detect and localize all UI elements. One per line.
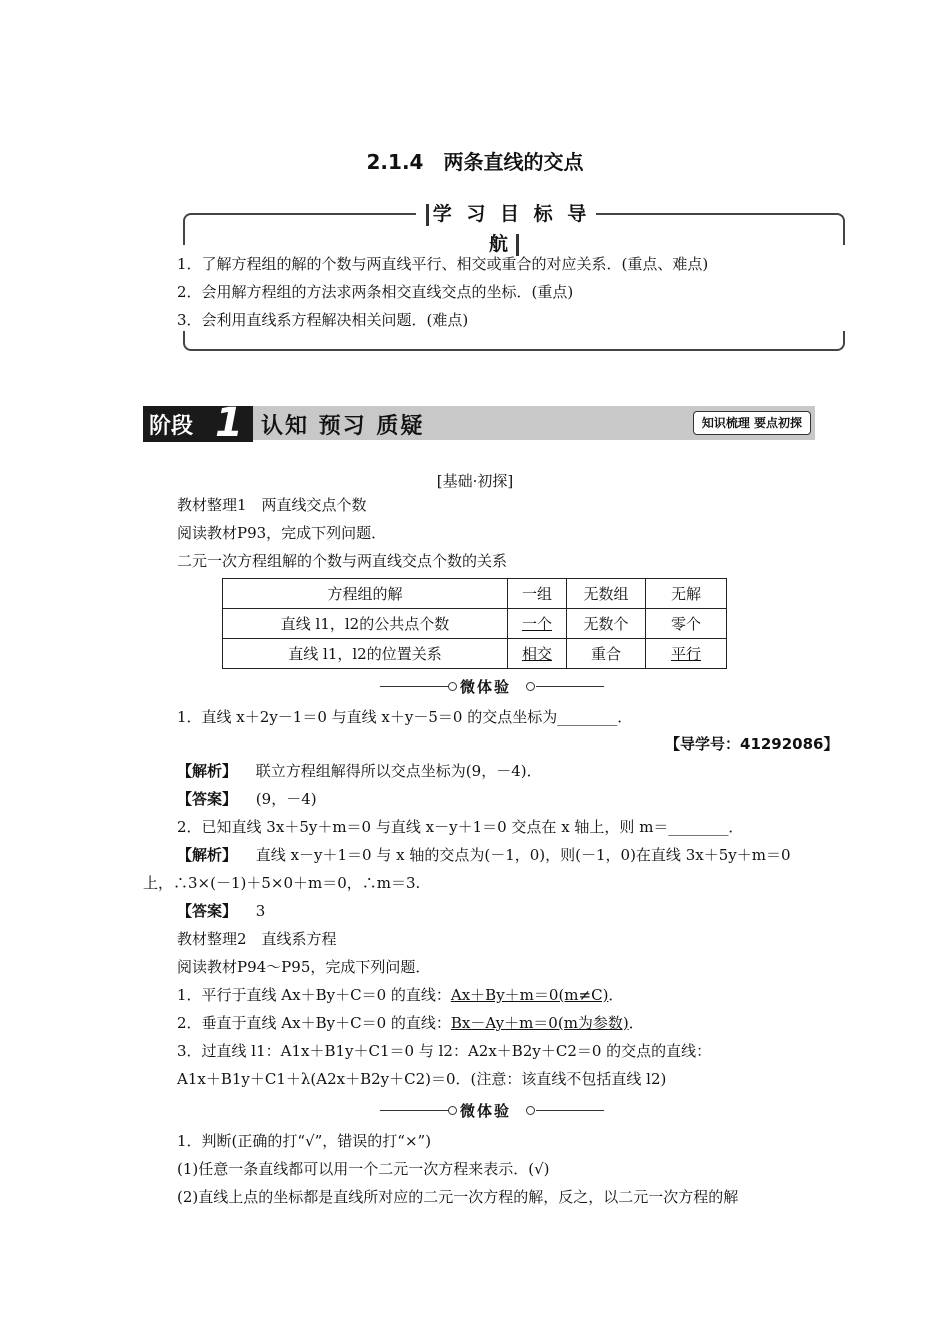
heading-bar-left: [426, 204, 429, 226]
table-cell: 方程组的解: [223, 579, 508, 609]
table-cell: 一组: [508, 579, 567, 609]
table-cell: 一个: [508, 609, 567, 639]
judge-title: 1．判断(正确的打“√”，错误的打“×”): [177, 1132, 432, 1150]
table-row: [223, 609, 727, 639]
relation-table: [222, 578, 727, 669]
material2-item-2: 2．垂直于直线 Ax＋By＋C＝0 的直线：: [177, 1014, 451, 1032]
section-basic: [基础·初探]: [436, 472, 514, 490]
answer-label: 【答案】: [177, 902, 238, 920]
objective-item-2: 2．会用解方程组的方法求两条相交直线交点的坐标．(重点): [177, 283, 574, 301]
objective-item-1: 1．了解方程组的解的个数与两直线平行、相交或重合的对应关系．(重点、难点): [177, 255, 709, 273]
table-cell: 无数个: [567, 609, 646, 639]
material2-heading: 教材整理2 直线系方程: [177, 930, 337, 948]
analysis-text: 直线 x－y＋1＝0 与 x 轴的交点为(－1，0)，则(－1，0)在直线 3x＋5y＋m＝0: [255, 846, 791, 864]
table-cell: 零个: [646, 609, 727, 639]
stage-label: 阶段: [149, 414, 194, 439]
table-cell: 无数组: [567, 579, 646, 609]
material2-item-1-answer: Ax＋By＋m＝0(m≠C): [450, 986, 609, 1004]
objectives-heading: [416, 199, 596, 255]
micro-dot-left: [448, 682, 457, 691]
stage-number: 1: [215, 400, 243, 446]
micro-heading: [380, 1100, 604, 1122]
micro-line-left: [380, 686, 450, 687]
objective-item-3: 3．会利用直线系方程解决相关问题．(难点): [177, 311, 469, 329]
answer-label: 【答案】: [177, 790, 238, 808]
objectives-box-bottom: [183, 331, 845, 351]
micro-dot-left: [448, 1106, 457, 1115]
page-title: 2.1.4 两条直线的交点: [366, 150, 584, 174]
micro-line-right: [536, 1110, 604, 1111]
table-cell: 相交: [508, 639, 567, 669]
micro-line-left: [380, 1110, 450, 1111]
stage-banner: [143, 400, 815, 446]
analysis-text: 联立方程组解得所以交点坐标为(9，－4)．: [255, 762, 542, 780]
material2-item-3: 3．过直线 l1：A1x＋B1y＋C1＝0 与 l2：A2x＋B2y＋C2＝0 的交点的直线：: [177, 1042, 712, 1060]
table-row: [223, 579, 727, 609]
micro-heading: [380, 676, 604, 698]
judge-item-1: (1)任意一条直线都可以用一个二元一次方程来表示．(√): [177, 1160, 550, 1178]
objectives-heading-text: 学 习 目 标 导 航: [432, 203, 591, 255]
judge-item-2: (2)直线上点的坐标都是直线所对应的二元一次方程的解，反之，以二元一次方程的解: [177, 1188, 739, 1206]
micro-heading-text: 微体验: [460, 678, 512, 696]
micro-line-right: [536, 686, 604, 687]
table-cell: 平行: [646, 639, 727, 669]
material1-heading: 教材整理1 两直线交点个数: [177, 496, 367, 514]
answer-text: 3: [255, 902, 266, 920]
analysis-label: 【解析】: [177, 762, 238, 780]
material2-item-2-answer: Bx－Ay＋m＝0(m为参数): [450, 1014, 629, 1032]
question-2: 2．已知直线 3x＋5y＋m＝0 与直线 x－y＋1＝0 交点在 x 轴上，则 m＝________．: [177, 818, 744, 836]
material2-item-1: 1．平行于直线 Ax＋By＋C＝0 的直线：: [177, 986, 451, 1004]
table-cell: 直线 l1，l2的公共点个数: [223, 609, 508, 639]
guide-number: 【导学号：41292086】: [665, 735, 839, 753]
stage-tag: [143, 400, 253, 446]
material1-relation: 二元一次方程组解的个数与两直线交点个数的关系: [177, 552, 508, 570]
micro-dot-right: [526, 1106, 535, 1115]
analysis-text-cont: 上，∴3×(－1)＋5×0＋m＝0，∴m＝3.: [143, 874, 421, 892]
material1-read: 阅读教材P93，完成下列问题．: [177, 524, 387, 542]
table-cell: 无解: [646, 579, 727, 609]
stage-badge: 知识梳理 要点初探: [693, 411, 811, 435]
table-cell: 重合: [567, 639, 646, 669]
material2-read: 阅读教材P94～P95，完成下列问题．: [177, 958, 431, 976]
micro-heading-text: 微体验: [460, 1102, 512, 1120]
answer-text: (9，－4): [255, 790, 317, 808]
material2-item-3-formula: A1x＋B1y＋C1＋λ(A2x＋B2y＋C2)＝0．(注意：该直线不包括直线 l2): [177, 1070, 667, 1088]
micro-dot-right: [526, 682, 535, 691]
stage-title: 认知 预习 质疑: [261, 414, 425, 439]
analysis-label: 【解析】: [177, 846, 238, 864]
table-cell: 直线 l1，l2的位置关系: [223, 639, 508, 669]
question-1: 1．直线 x＋2y－1＝0 与直线 x＋y－5＝0 的交点坐标为________．: [177, 708, 633, 726]
table-row: [223, 639, 727, 669]
